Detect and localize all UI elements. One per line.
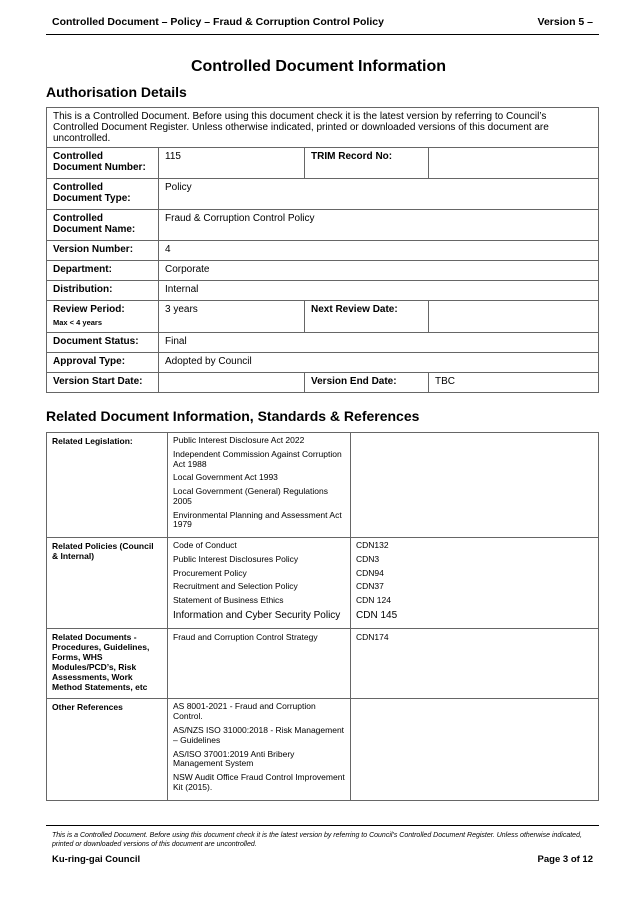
policy-ref: CDN 145 [356, 609, 398, 621]
related-docs-ref: CDN174 [351, 629, 599, 699]
authorisation-table [46, 107, 599, 393]
other-reference-item: AS/NZS ISO 31000:2018 - Risk Management – Guidelines [173, 724, 345, 745]
doc-type-label: Controlled Document Type: [47, 179, 159, 210]
policy-ref: CDN132 [356, 540, 389, 551]
policy-ref: CDN37 [356, 581, 384, 592]
policies-label: Related Policies (Council & Internal) [47, 538, 168, 629]
policies-list [168, 538, 351, 629]
status-value: Final [159, 333, 599, 353]
next-review-label: Next Review Date: [305, 301, 429, 333]
end-date-label: Version End Date: [305, 373, 429, 393]
authorisation-heading: Authorisation Details [46, 84, 187, 100]
policy-name: Code of Conduct [173, 540, 237, 551]
legislation-item: Local Government (General) Regulations 2005 [173, 486, 328, 506]
legislation-label: Related Legislation: [47, 433, 168, 538]
version-label: Version Number: [47, 241, 159, 261]
other-reference-item: AS/ISO 37001:2019 Anti Bribery Management System [173, 748, 295, 769]
department-value: Corporate [159, 261, 599, 281]
approval-label: Approval Type: [47, 353, 159, 373]
footer-disclaimer: This is a Controlled Document. Before using this document check it is the latest version by referring to Council’s Controlled Document Register. Unless otherwise indicated, printed or downloaded versions of this document are uncontrolled. [52, 832, 582, 849]
start-date-value [159, 373, 305, 393]
footer-organisation: Ku-ring-gai Council [52, 854, 141, 865]
review-period-label-text: Review Period: [53, 304, 125, 315]
trim-label: TRIM Record No: [305, 148, 429, 179]
review-period-value: 3 years [159, 301, 305, 333]
related-table [46, 432, 599, 801]
doc-type-value: Policy [159, 179, 599, 210]
other-references-list [168, 699, 351, 800]
other-reference-item: AS 8001-2021 - Fraud and Corruption Control. [173, 701, 316, 722]
doc-name-value: Fraud & Corruption Control Policy [159, 210, 599, 241]
page-title: Controlled Document Information [190, 58, 447, 75]
legislation-item: Public Interest Disclosure Act 2022 [173, 435, 305, 445]
legislation-ref [351, 433, 599, 538]
policy-ref: CDN 124 [356, 595, 391, 606]
header-version: Version 5 – [537, 16, 593, 28]
legislation-item: Local Government Act 1993 [173, 472, 278, 483]
review-period-label [47, 301, 159, 333]
other-reference-item: NSW Audit Office Fraud Control Improvement Kit (2015). [173, 772, 345, 792]
policies-refs [351, 538, 599, 629]
start-date-label: Version Start Date: [47, 373, 159, 393]
related-heading: Related Document Information, Standards & References [46, 408, 420, 424]
policy-name: Information and Cyber Security Policy [173, 609, 341, 621]
legislation-list [168, 433, 351, 538]
end-date-value: TBC [429, 373, 599, 393]
other-references-label: Other References [47, 699, 168, 800]
approval-value: Adopted by Council [159, 353, 599, 373]
page-header [46, 16, 599, 35]
version-value: 4 [159, 241, 599, 261]
department-label: Department: [47, 261, 159, 281]
policy-name: Recruitment and Selection Policy [173, 581, 298, 592]
page-footer [46, 825, 599, 865]
legislation-item: Independent Commission Against Corruption Act 1988 [173, 448, 342, 469]
distribution-label: Distribution: [47, 281, 159, 301]
footer-page-number: Page 3 of 12 [537, 854, 593, 865]
related-docs-label: Related Documents - Procedures, Guidelines, Forms, WHS Modules/PCD’s, Risk Assessments, Work Method Statements, etc [47, 629, 168, 699]
policy-name: Procurement Policy [173, 567, 247, 578]
policy-name: Public Interest Disclosures Policy [173, 553, 299, 564]
doc-number-value: 115 [159, 148, 305, 179]
other-references-ref [351, 699, 599, 800]
next-review-value [429, 301, 599, 333]
related-docs-name: Fraud and Corruption Control Strategy [168, 629, 351, 699]
legislation-item: Environmental Planning and Assessment Act 1979 [173, 509, 342, 530]
header-document-title: Controlled Document – Policy – Fraud & Corruption Control Policy [52, 16, 384, 28]
status-label: Document Status: [47, 333, 159, 353]
policy-name: Statement of Business Ethics [173, 595, 284, 606]
policy-ref: CDN94 [356, 567, 384, 578]
review-period-max: Max < 4 years [53, 318, 102, 327]
doc-name-label: Controlled Document Name: [47, 210, 159, 241]
trim-value [429, 148, 599, 179]
doc-number-label: Controlled Document Number: [47, 148, 159, 179]
policy-ref: CDN3 [356, 553, 380, 564]
authorisation-intro: This is a Controlled Document. Before using this document check it is the latest version by referring to Council’s Controlled Document Register. Unless otherwise indicated, printed or downloaded versions of this document are uncontrolled. [47, 108, 599, 148]
distribution-value: Internal [159, 281, 599, 301]
